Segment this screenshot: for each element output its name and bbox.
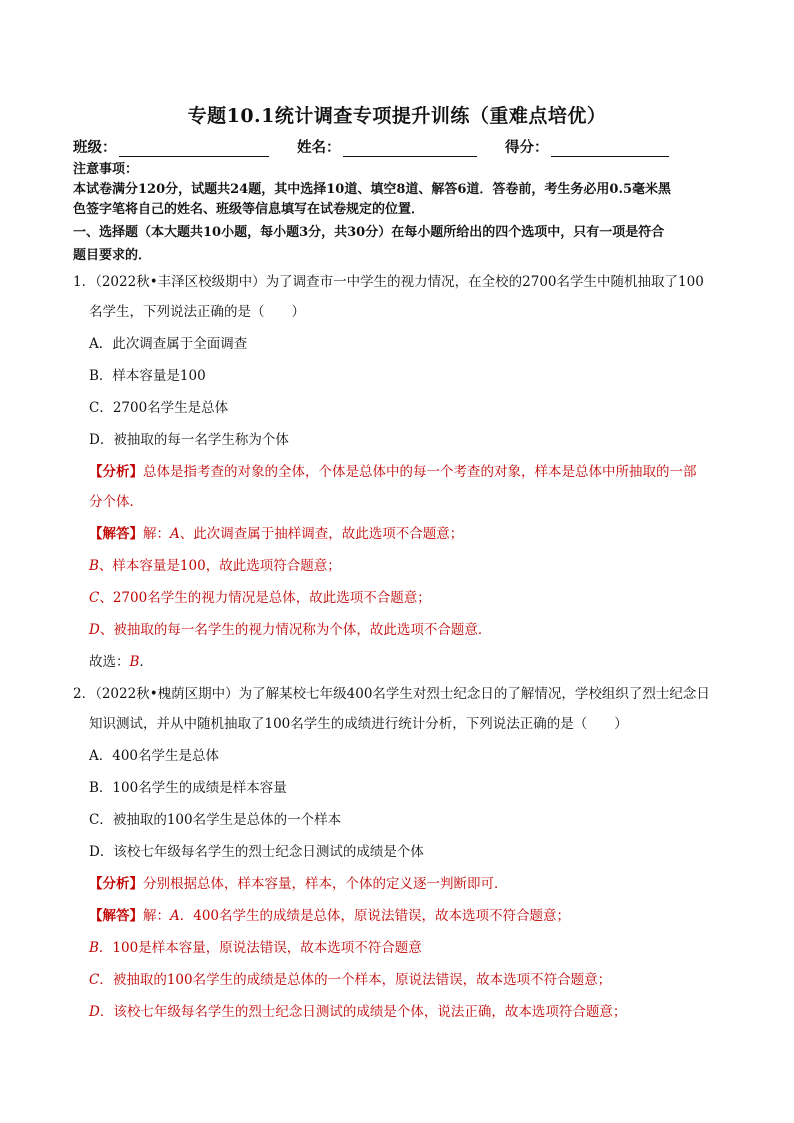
answer-tag: 【解答】 — [89, 908, 143, 924]
answer-line — [73, 519, 723, 549]
answer-text: ．400名学生的成绩是总体，原说法错误，故本选项不符合题意； — [179, 908, 571, 924]
analysis — [73, 869, 723, 899]
analysis-tag: 【分析】 — [89, 464, 143, 480]
name-blank[interactable] — [343, 140, 477, 157]
option-b: B．样本容量是100 — [89, 368, 206, 384]
question-stem: 1．（2022秋•丰泽区校级期中）为了调查市一中学生的视力情况，在全校的2700名学生中随机抽取了100 — [73, 274, 704, 290]
name-field — [297, 136, 477, 157]
answer-text: 、样本容量是100，故此选项符合题意； — [98, 558, 341, 574]
answer-line — [73, 551, 723, 581]
answer-line — [73, 965, 723, 995]
section-heading: 一、选择题（本大题共10小题，每小题3分，共30分）在每小题所给出的四个选项中，只有一项是符合 — [73, 225, 665, 240]
answer-letter: C — [89, 590, 100, 606]
answer-text: ．100是样本容量，原说法错误，故本选项不符合题意 — [98, 940, 422, 956]
answer-line — [73, 901, 723, 931]
answer-letter: D — [89, 622, 100, 638]
analysis-text: 总体是指考查的对象的全体，个体是总体中的每一个考查的对象，样本是总体中所抽取的一部 — [143, 464, 697, 480]
analysis-continued: 分个体． — [89, 494, 143, 510]
answer-intro: 解： — [143, 526, 170, 542]
answer-letter: A — [170, 526, 180, 542]
instructions-line: 本试卷满分120分，试题共24题，其中选择10道、填空8道、解答6道．答卷前，考生务必用0.5毫米黑 — [73, 182, 672, 197]
choice-letter: B — [129, 654, 140, 670]
question-stem: 知识测试，并从中随机抽取了100名学生的成绩进行统计分析，下列说法正确的是（ ） — [89, 716, 628, 732]
final-choice — [73, 647, 723, 677]
option-b: B．100名学生的成绩是样本容量 — [89, 780, 287, 796]
choice-end: ． — [139, 654, 153, 670]
score-field — [505, 136, 669, 157]
page-title: 专题10.1统计调查专项提升训练（重难点培优） — [187, 105, 607, 127]
option-d: D．该校七年级每名学生的烈士纪念日测试的成绩是个体 — [89, 844, 424, 860]
section-heading: 题目要求的． — [73, 248, 152, 263]
choice-prefix: 故选： — [89, 654, 130, 670]
analysis — [73, 457, 723, 487]
score-blank[interactable] — [551, 140, 669, 157]
instructions — [73, 160, 725, 266]
option-a: A．400名学生是总体 — [89, 748, 220, 764]
answer-line — [73, 583, 723, 613]
score-label: 得分： — [505, 139, 549, 156]
option-c: C．被抽取的100名学生是总体的一个样本 — [89, 812, 342, 828]
option-d: D．被抽取的每一名学生称为个体 — [89, 432, 289, 448]
answer-line — [73, 997, 723, 1027]
answer-letter: D — [89, 1004, 100, 1020]
answer-intro: 解： — [143, 908, 170, 924]
answer-text: 、被抽取的每一名学生的视力情况称为个体，故此选项不合题意． — [99, 622, 492, 638]
answer-letter: B — [89, 940, 99, 956]
answer-letter: C — [89, 972, 100, 988]
option-a: A．此次调查属于全面调查 — [89, 336, 248, 352]
question-stem: 名学生，下列说法正确的是（ ） — [89, 304, 305, 320]
question-stem: 2．（2022秋•槐荫区期中）为了解某校七年级400名学生对烈士纪念日的了解情况，学校组织了烈士纪念日 — [73, 686, 710, 702]
class-blank[interactable] — [119, 140, 269, 157]
answer-letter: A — [170, 908, 180, 924]
class-label: 班级： — [73, 139, 117, 156]
instructions-line: 色签字笔将自己的姓名、班级等信息填写在试卷规定的位置． — [73, 202, 425, 217]
option-c: C．2700名学生是总体 — [89, 400, 229, 416]
question-1 — [73, 267, 723, 677]
analysis-tag: 【分析】 — [89, 876, 143, 892]
class-field — [73, 136, 269, 157]
name-label: 姓名： — [297, 139, 341, 156]
answer-text: 、此次调查属于抽样调查，故此选项不合题意； — [179, 526, 464, 542]
analysis-text: 分别根据总体，样本容量，样本，个体的定义逐一判断即可． — [143, 876, 508, 892]
answer-line — [73, 615, 723, 645]
instructions-heading: 注意事项： — [73, 162, 139, 177]
answer-line — [73, 933, 723, 963]
answer-tag: 【解答】 — [89, 526, 143, 542]
answer-text: ．被抽取的100名学生的成绩是总体的一个样本，原说法错误，故本选项不符合题意； — [99, 972, 612, 988]
answer-text: 、2700名学生的视力情况是总体，故此选项不合题意； — [99, 590, 431, 606]
question-2 — [73, 679, 723, 1027]
answer-text: ．该校七年级每名学生的烈士纪念日测试的成绩是个体，说法正确，故本选项符合题意； — [99, 1004, 627, 1020]
answer-letter: B — [89, 558, 99, 574]
